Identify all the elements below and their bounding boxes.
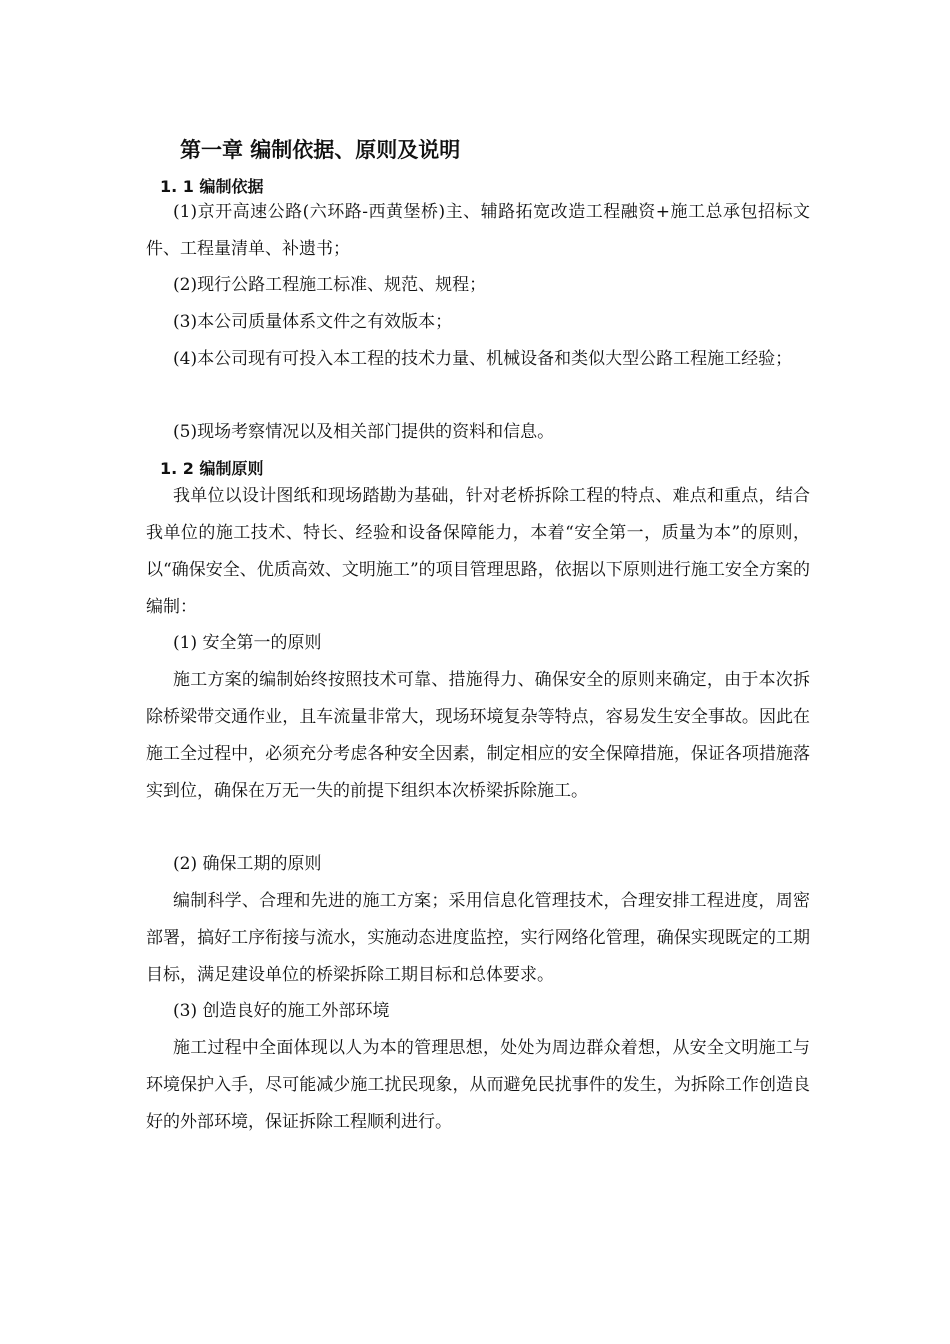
principle-1-title: (1) 安全第一的原则: [173, 633, 322, 653]
principle-1-body: 施工方案的编制始终按照技术可靠、措施得力、确保安全的原则来确定，由于本次拆除桥梁带交通作业，且车流量非常大，现场环境复杂等特点，容易发生安全事故。因此在施工全过程中，必须充分考虑各种安全因素，制定相应的安全保障措施，保证各项措施落实到位，确保在万无一失的前提下组织本次桥梁拆除施工。: [146, 670, 810, 801]
section-heading-principles: 1. 2 编制原则: [160, 459, 264, 478]
basis-item-5: (5)现场考察情况以及相关部门提供的资料和信息。: [173, 422, 555, 442]
principle-3-body: 施工过程中全面体现以人为本的管理思想，处处为周边群众着想，从安全文明施工与环境保护入手，尽可能减少施工扰民现象，从而避免民扰事件的发生，为拆除工作创造良好的外部环境，保证拆除工程顺利进行。: [146, 1038, 810, 1132]
basis-item-4: (4)本公司现有可投入本工程的技术力量、机械设备和类似大型公路工程施工经验；: [173, 349, 793, 369]
principle-2-title: (2) 确保工期的原则: [173, 854, 322, 874]
chapter-title: 第一章 编制依据、原则及说明: [180, 138, 461, 162]
basis-item-2: (2)现行公路工程施工标准、规范、规程；: [173, 275, 487, 295]
principles-intro: 我单位以设计图纸和现场踏勘为基础，针对老桥拆除工程的特点、难点和重点，结合我单位的施工技术、特长、经验和设备保障能力，本着“安全第一，质量为本”的原则，以“确保安全、优质高效、文明施工”的项目管理思路，依据以下原则进行施工安全方案的编制：: [146, 486, 810, 617]
principle-3-title: (3) 创造良好的施工外部环境: [173, 1001, 390, 1021]
section-heading-basis: 1. 1 编制依据: [160, 177, 264, 196]
principle-2-body: 编制科学、合理和先进的施工方案；采用信息化管理技术，合理安排工程进度，周密部署，搞好工序衔接与流水，实施动态进度监控，实行网络化管理，确保实现既定的工期目标，满足建设单位的桥梁拆除工期目标和总体要求。: [146, 891, 810, 985]
basis-item-3: (3)本公司质量体系文件之有效版本；: [173, 312, 453, 332]
basis-item-1: (1)京开高速公路(六环路-西黄堡桥)主、辅路拓宽改造工程融资+施工总承包招标文件、工程量清单、补遗书；: [146, 202, 810, 259]
